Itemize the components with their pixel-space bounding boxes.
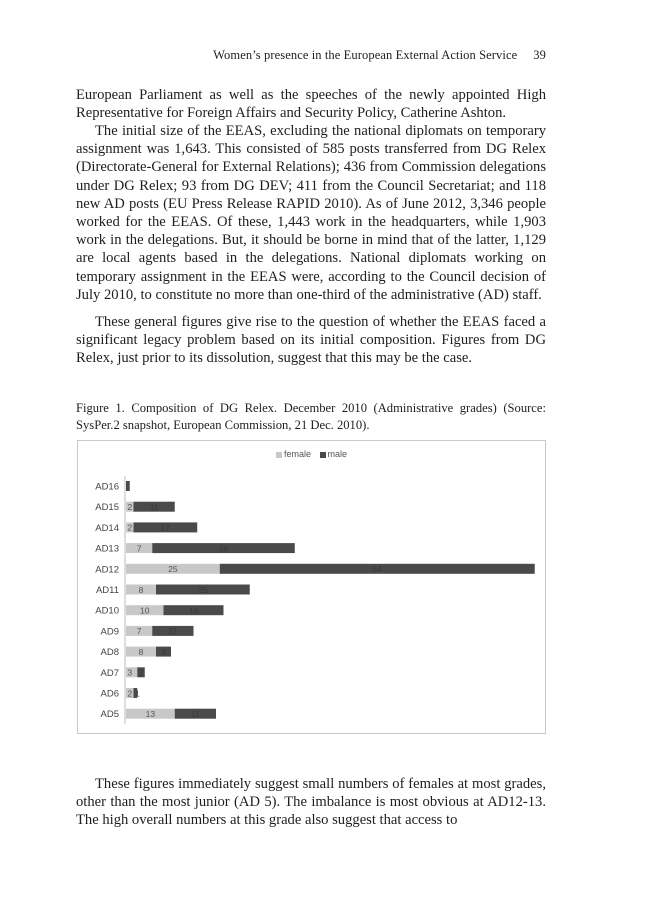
tick-label-ad12: AD12 — [95, 564, 119, 576]
paragraph-3: These general figures give rise to the question of whether the EEAS faced a significant legacy problem based on its initial composition. Figures from DG Relex, just prior to its dissolution, suggest that this may be the case. — [76, 314, 546, 367]
data-label-female-ad6: 2 — [127, 688, 133, 699]
data-label-female-ad5: 13 — [145, 709, 156, 719]
data-label-female-ad14: 2 — [127, 522, 133, 533]
paragraph-4: These figures immediately suggest small numbers of females at most grades, other than the most junior (AD 5). The imbalance is most obvious at AD12-13. The high overall numbers at this grade also suggest that access to — [76, 776, 546, 829]
legend-label-female: female — [283, 449, 311, 459]
paragraph-1: European Parliament as well as the speeches of the newly appointed High Representative for Foreign Affairs and Security Policy, Catherine Ashton. — [76, 87, 546, 122]
tick-label-ad13: AD13 — [95, 543, 119, 555]
data-label-female-ad10: 10 — [140, 605, 150, 616]
paragraph-2: The initial size of the EEAS, excluding the national diplomats on temporary assignment was 1,643. This consisted of 585 posts transferred from DG Relex (Directorate-General for External Relations); 436 from Commission delegations under DG Relex; 93 from DG DEV; 411 from the Council Secretariat; and 118 new AD posts (EU Press Release RAPID 2010). As of June 2012, 3,346 people worked for the EEAS. Of these, 1,443 work in the headquarters, while 1,903 work in the delegations. But, it should be borne in mind that of the latter, 1,129 are local agents based in the delegations. National diplomats working on temporary assignment in the EEAS were, according to the Council decision of July 2010, to constitute no more than one-third of the administrative (AD) staff. — [76, 123, 546, 303]
tick-label-ad5: AD5 — [100, 709, 119, 721]
chart-plot — [78, 441, 547, 735]
data-label-male-ad12: 84 — [372, 564, 382, 575]
data-label-female-ad7: 3 — [127, 667, 133, 678]
figure-chart — [77, 440, 546, 734]
running-head-title: Women’s presence in the European External Action Service — [213, 48, 518, 62]
running-head — [76, 48, 546, 63]
data-label-female-ad11: 8 — [138, 584, 144, 595]
data-label-male-ad7: 2 — [138, 667, 144, 678]
data-label-female-ad15: 2 — [127, 502, 133, 512]
tick-label-ad7: AD7 — [100, 667, 119, 679]
tick-label-ad9: AD9 — [100, 626, 119, 638]
data-label-female-ad12: 25 — [168, 564, 178, 575]
tick-label-ad8: AD8 — [100, 647, 119, 659]
page-number: 39 — [533, 48, 546, 62]
data-label-female-ad13: 7 — [136, 543, 142, 554]
data-label-male-ad11: 25 — [198, 584, 208, 595]
data-label-male-ad9: 11 — [168, 626, 178, 637]
data-label-male-ad5: 11 — [190, 709, 200, 719]
data-label-female-ad9: 7 — [136, 626, 142, 637]
data-label-male-ad10: 16 — [188, 605, 199, 616]
bar-male-ad16 — [126, 481, 130, 491]
tick-label-ad11: AD11 — [95, 585, 119, 596]
legend-label-male: male — [327, 449, 348, 459]
data-label-male-ad6: 1 — [135, 688, 140, 699]
figure-caption: Figure 1. Composition of DG Relex. December 2010 (Administrative grades) (Source: SysPer.2 snapshot, European Commission, 21 Dec. 2010). — [76, 401, 546, 432]
data-label-male-ad14: 17 — [160, 522, 171, 533]
tick-label-ad6: AD6 — [100, 688, 119, 700]
tick-label-ad15: AD15 — [95, 502, 119, 514]
tick-label-ad16: AD16 — [95, 481, 119, 493]
tick-label-ad10: AD10 — [95, 605, 119, 617]
tick-label-ad14: AD14 — [95, 522, 119, 534]
data-label-male-ad13: 38 — [218, 543, 229, 554]
data-label-male-ad8: 4 — [161, 646, 166, 657]
data-label-female-ad8: 8 — [138, 646, 144, 657]
data-label-male-ad15: 11 — [149, 502, 159, 512]
